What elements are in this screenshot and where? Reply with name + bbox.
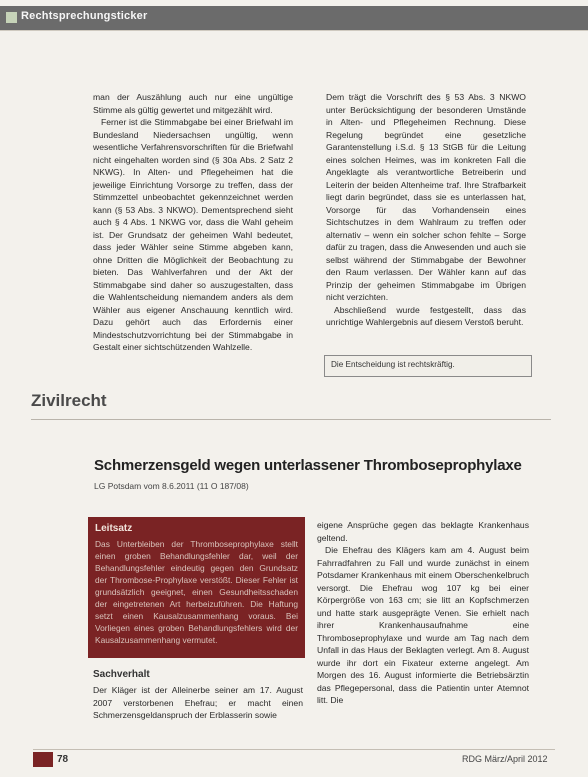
leitsatz-heading: Leitsatz xyxy=(95,523,133,534)
sachverhalt-heading: Sachverhalt xyxy=(93,669,150,680)
paragraph: Dem trägt die Vorschrift des § 53 Abs. 3 NKWO unter Berücksichtigung der besonderen Umstände in Alten- und Pflegeheimen Rechnung. Diese Regelung begründet eine gesetzliche Garantenstellung i.S.d. § 13 StGB für die Leitung eines solchen Heimes, was im konkreten Fall die Angeklagte als verantwortliche Betreiberin und Leiterin der beiden Altenheime traf. Ihre Strafbarkeit liegt darin begründet, dass sie es unterlassen hat, Vorsorge für das Vorhandensein eines Sichtschutzes in dem Wahlraum zu treffen oder alternativ – wenn ein solcher schon fehlte – Sorge dafür zu tragen, dass die Anwesenden und auch sie selbst während der Stimmabgabe der Bewohner den Raum verlassen. Der Wähler kann auf das Prinzip der geheimen Stimmabgabe im Übrigen nicht verzichten. xyxy=(326,92,526,302)
article-column-right-lower xyxy=(317,519,529,707)
paragraph: Abschließend wurde festgestellt, dass das unrichtige Wahlergebnis auf diesem Verstoß beruht. xyxy=(326,304,526,327)
footer-divider xyxy=(33,749,555,750)
article-title: Schmerzensgeld wegen unterlassener Thromboseprophylaxe xyxy=(94,457,522,474)
section-heading: Zivilrecht xyxy=(31,391,107,410)
section-divider xyxy=(31,419,551,420)
header-marker xyxy=(6,12,17,23)
paragraph: eigene Ansprüche gegen das beklagte Krankenhaus geltend. xyxy=(317,520,529,543)
paragraph: Die Ehefrau des Klägers kam am 4. August beim Fahrradfahren zu Fall und wurde zunächst in einem Potsdamer Krankenhaus mit einem Oberschenkelbruch versorgt. Die Ehefrau wog 107 kg bei einer Körpergröße von 163 cm; sie litt an Kopfschmerzen und hatte stark ausgeprägte Venen. Sie erhielt nach ihrer Krankenhausaufnahme eine Thromboseprophylaxe und wurde am Tag nach dem Unfall in das Haus der Beklagten verlegt. Am 8. August wurde ihr dort ein Fixateur externe angelegt. Am Morgen des 16. August informierte die Betriebsärztin das Pflegepersonal, dass die Patientin unter Atemnot litt. Die xyxy=(317,545,529,705)
article-column-left xyxy=(93,91,293,354)
article-column-right xyxy=(326,91,526,329)
paragraph: man der Auszählung auch nur eine ungültige Stimme als gültig gewertet und mitgezählt wird. xyxy=(93,92,293,115)
header-divider xyxy=(0,30,588,31)
page-marker xyxy=(33,752,53,767)
verdict-box xyxy=(324,355,532,377)
paragraph: Ferner ist die Stimmabgabe bei einer Briefwahl im Bundesland Niedersachsen ungültig, wenn wesentliche Verfahrensvorschriften für die Briefwahl nicht eingehalten worden sind (§ 30a Abs. 2 Satz 2 NKWG). In Alten- und Pflegeheimen hat die jeweilige Einrichtung Vorsorge zu treffen, dass der Stimmzettel unbeobachtet gekennzeichnet werden kann (§ 53 Abs. 3 NKWO). Dementsprechend sieht auch § 4 Abs. 1 NKWG vor, dass die Wahl geheim ist. Der Grundsatz der geheimen Wahl bedeutet, dass jeder Wähler seine Stimme abgeben kann, ohne Dritten die Möglichkeit der Beobachtung zu bieten. Das Wahlverfahren und der Akt der Stimmabgabe sind daher so auszugestalten, dass die Wahlentscheidung niemandem anders als dem Wähler aus eigener Anschauung kenntlich wird. Dazu gehört auch das Erfordernis einer Mindestschutzvorrichtung bei der Stimmabgabe in Gestalt einer sichtschützenden Wahlzelle. xyxy=(93,117,293,352)
court-citation: LG Potsdam vom 8.6.2011 (11 O 187/08) xyxy=(94,481,249,491)
journal-reference: RDG März/April 2012 xyxy=(462,754,548,764)
header-band xyxy=(0,6,588,30)
sachverhalt-text xyxy=(93,684,303,722)
paragraph: Der Kläger ist der Alleinerbe seiner am 17. August 2007 verstorbenen Ehefrau; er macht einen Schmerzensgeldanspruch der Erblasserin sowie xyxy=(93,685,303,720)
leitsatz-box xyxy=(88,517,305,658)
section-ticker-title: Rechtsprechungsticker xyxy=(21,10,148,22)
leitsatz-text: Das Unterbleiben der Thromboseprophylaxe stellt einen groben Behandlungsfehler dar, weil der Behandlungsfehler eindeutig gegen den Grundsatz der Thrombose-Prophylaxe verstößt. Dieser Fehler ist grundsätzlich geeignet, einen Gesundheitsschaden der eingetretenen Art herbeizuführen. Die Haftung setzt einen Kausalzusammenhang voraus. Bei Vorliegen eines groben Behandlungsfehlers wird der Kausalzusammenhang vermutet. xyxy=(95,539,298,645)
page-number: 78 xyxy=(57,754,69,765)
verdict-note: Die Entscheidung ist rechtskräftig. xyxy=(331,360,455,369)
